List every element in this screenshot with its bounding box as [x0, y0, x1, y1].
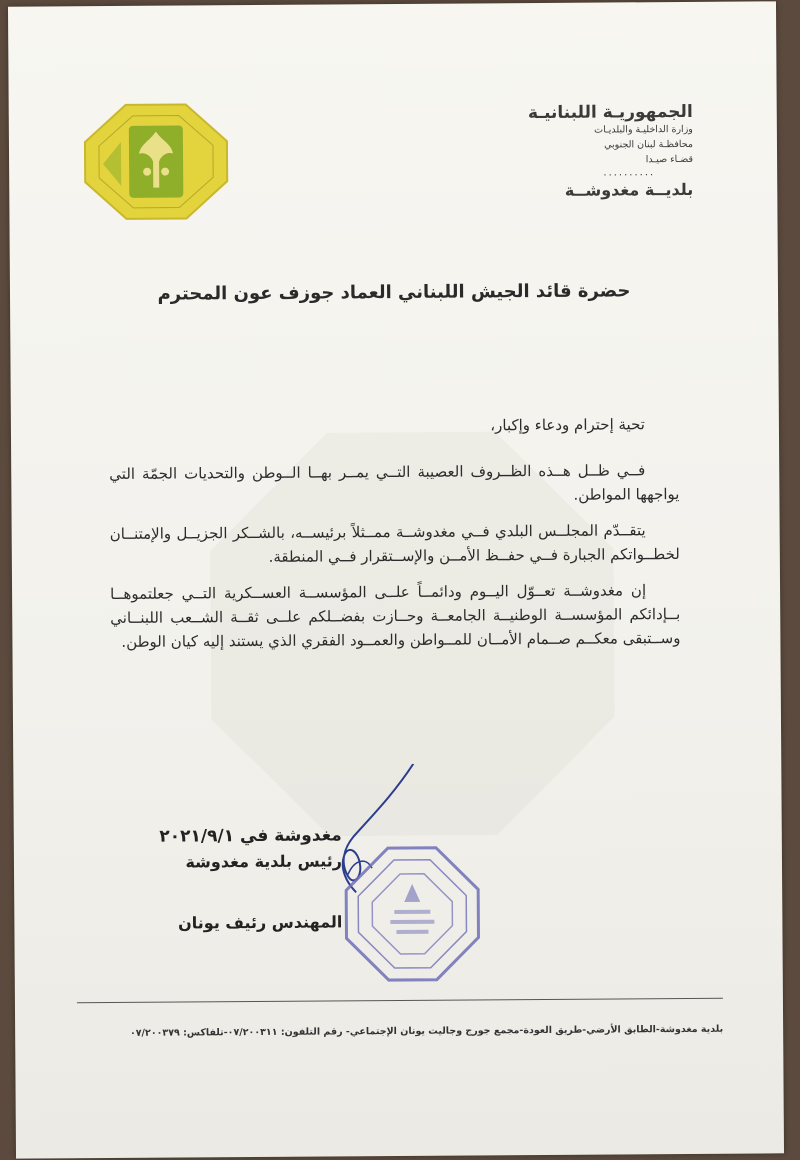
- ministry-line: وزارة الداخليـة والبلديـات: [594, 123, 693, 136]
- letter-page: [8, 1, 784, 1158]
- district-line: قضـاء صيـدا: [645, 153, 694, 166]
- letterhead: [433, 102, 694, 201]
- official-stamp-icon: [342, 843, 483, 984]
- addressee-line: حضرة قائد الجيش اللبناني العماد جوزف عون المحترم: [157, 280, 631, 305]
- place-date: مغدوشة في ٢٠٢١/٩/١: [159, 825, 342, 847]
- footer-divider: [77, 998, 723, 1004]
- footer-contact: بلدية مغدوشة-الطابق الأرضي-طريق العودة-مجمع جورج وجاليت يونان الإجتماعي- رقم التلفون: ٠٧/٢٠٠٣١١-تلفاكس: ٠٧/٢٠٠٣٧٩: [129, 1023, 724, 1039]
- body-paragraph: فــي ظــل هــذه الظــروف العصيبة التــي يمــر بهــا الــوطن والتحديات الجمّة التي يواجهها المواطن.: [109, 461, 680, 504]
- signer-name: المهندس رئيف يونان: [178, 912, 343, 933]
- municipality-logo-icon: [81, 101, 232, 222]
- body-paragraph: يتقــدّم المجلــس البلدي فــي مغدوشــة ممــثلاً برئيســه، بالشــكر الجزيــل والإمتنــان لخطــواتكم الجبارة فــي حفــظ الأمــن والإســتقرار فــي المنطقة.: [109, 521, 680, 566]
- governorate-line: محافظـة لبنان الجنوبي: [604, 138, 694, 151]
- signature-block: [92, 822, 343, 933]
- body-paragraph: إن مغدوشــة تعــوّل اليــوم ودائمــاً علــى المؤسســة العســكرية التــي جعلتموهــا بــإدائكم المؤسســة الوطنيــة الجامعــة وحــازت بفضــلكم علــى ثقــة الشــعب اللبنــاني وســتبقى معكــم صــمام الأمــان للمــواطن والعمــود الفقري الذي يستند إليه كيان الوطن.: [110, 581, 681, 651]
- municipality-name: بلديــة مغدوشــة: [564, 179, 694, 200]
- greeting-line: تحية إحترام ودعاء وإكبار،: [490, 415, 645, 435]
- letter-body: [109, 412, 681, 666]
- header-dots: ..........: [603, 167, 656, 179]
- signer-title: رئيس بلدية مغدوشة: [185, 851, 343, 872]
- republic-title: الجمهوريـة اللبنانيـة: [527, 101, 693, 124]
